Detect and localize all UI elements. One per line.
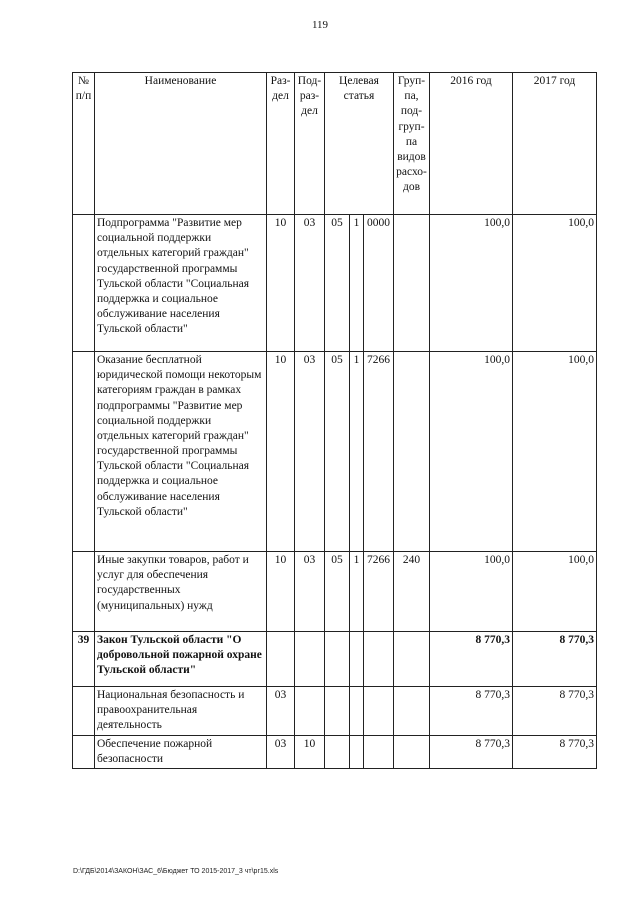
row-target-1 xyxy=(325,735,350,768)
header-row xyxy=(73,73,597,215)
header-2016: 2016 год xyxy=(430,73,513,215)
row-2016: 8 770,3 xyxy=(430,632,513,687)
row-target-3 xyxy=(364,735,394,768)
table-row xyxy=(73,687,597,736)
row-target-2 xyxy=(350,632,364,687)
row-razdel: 10 xyxy=(267,552,295,632)
row-target-2: 1 xyxy=(350,352,364,552)
row-target-1 xyxy=(325,687,350,736)
row-2016: 8 770,3 xyxy=(430,735,513,768)
row-razdel: 03 xyxy=(267,735,295,768)
row-name: Обеспечение пожарной безопасности xyxy=(95,735,267,768)
row-group xyxy=(394,352,430,552)
header-podrazdel: Под- раз- дел xyxy=(295,73,325,215)
row-target-1: 05 xyxy=(325,215,350,352)
row-target-3: 7266 xyxy=(364,552,394,632)
row-2016: 100,0 xyxy=(430,352,513,552)
row-2017: 100,0 xyxy=(513,352,597,552)
row-2016: 100,0 xyxy=(430,552,513,632)
header-target: Целевая статья xyxy=(325,73,394,215)
row-name: Закон Тульской области "О добровольной пожарной охране Тульской области" xyxy=(95,632,267,687)
row-podrazdel xyxy=(295,687,325,736)
row-razdel xyxy=(267,632,295,687)
table-row xyxy=(73,215,597,352)
row-razdel: 03 xyxy=(267,687,295,736)
header-num: № п/п xyxy=(73,73,95,215)
row-num xyxy=(73,552,95,632)
row-num xyxy=(73,687,95,736)
row-razdel: 10 xyxy=(267,352,295,552)
budget-table xyxy=(72,72,597,769)
row-group xyxy=(394,632,430,687)
table-row xyxy=(73,552,597,632)
row-name: Национальная безопасность и правоохранительная деятельность xyxy=(95,687,267,736)
row-group: 240 xyxy=(394,552,430,632)
row-name: Оказание бесплатной юридической помощи некоторым категориям граждан в рамках подпрограммы "Развитие мер социальной поддержки отдельных категорий граждан" государственной программы Тульской области "Социальная поддержка и социальное обслуживание населения Тульской области" xyxy=(95,352,267,552)
row-2016: 8 770,3 xyxy=(430,687,513,736)
row-target-3 xyxy=(364,632,394,687)
row-2017: 8 770,3 xyxy=(513,632,597,687)
row-group xyxy=(394,215,430,352)
table-row xyxy=(73,632,597,687)
header-2017: 2017 год xyxy=(513,73,597,215)
row-name: Иные закупки товаров, работ и услуг для обеспечения государственных (муниципальных) нужд xyxy=(95,552,267,632)
file-path-footer: D:\ГДБ\2014\ЗАКОН\ЗАС_6\Бюджет ТО 2015-2017_3 чт\рг15.xls xyxy=(73,868,279,875)
row-name: Подпрограмма "Развитие мер социальной поддержки отдельных категорий граждан" государственной программы Тульской области "Социальная поддержка и социальное обслуживание населения Тульской области" xyxy=(95,215,267,352)
row-2017: 100,0 xyxy=(513,215,597,352)
row-podrazdel xyxy=(295,632,325,687)
row-podrazdel: 03 xyxy=(295,552,325,632)
page-number: 119 xyxy=(311,19,329,31)
row-target-1: 05 xyxy=(325,352,350,552)
row-target-2: 1 xyxy=(350,552,364,632)
header-group: Груп- па, под- груп- па видов расхо- дов xyxy=(394,73,430,215)
table-row xyxy=(73,735,597,768)
row-target-2 xyxy=(350,687,364,736)
row-2017: 8 770,3 xyxy=(513,735,597,768)
row-target-2: 1 xyxy=(350,215,364,352)
row-2017: 8 770,3 xyxy=(513,687,597,736)
header-name: Наименование xyxy=(95,73,267,215)
row-podrazdel: 10 xyxy=(295,735,325,768)
row-num: 39 xyxy=(73,632,95,687)
row-target-3: 0000 xyxy=(364,215,394,352)
row-group xyxy=(394,735,430,768)
row-2016: 100,0 xyxy=(430,215,513,352)
row-razdel: 10 xyxy=(267,215,295,352)
row-group xyxy=(394,687,430,736)
header-razdel: Раз- дел xyxy=(267,73,295,215)
table-row xyxy=(73,352,597,552)
row-target-1: 05 xyxy=(325,552,350,632)
row-target-1 xyxy=(325,632,350,687)
row-podrazdel: 03 xyxy=(295,215,325,352)
row-num xyxy=(73,735,95,768)
row-2017: 100,0 xyxy=(513,552,597,632)
row-target-3 xyxy=(364,687,394,736)
row-num xyxy=(73,352,95,552)
row-num xyxy=(73,215,95,352)
row-target-2 xyxy=(350,735,364,768)
row-podrazdel: 03 xyxy=(295,352,325,552)
row-target-3: 7266 xyxy=(364,352,394,552)
